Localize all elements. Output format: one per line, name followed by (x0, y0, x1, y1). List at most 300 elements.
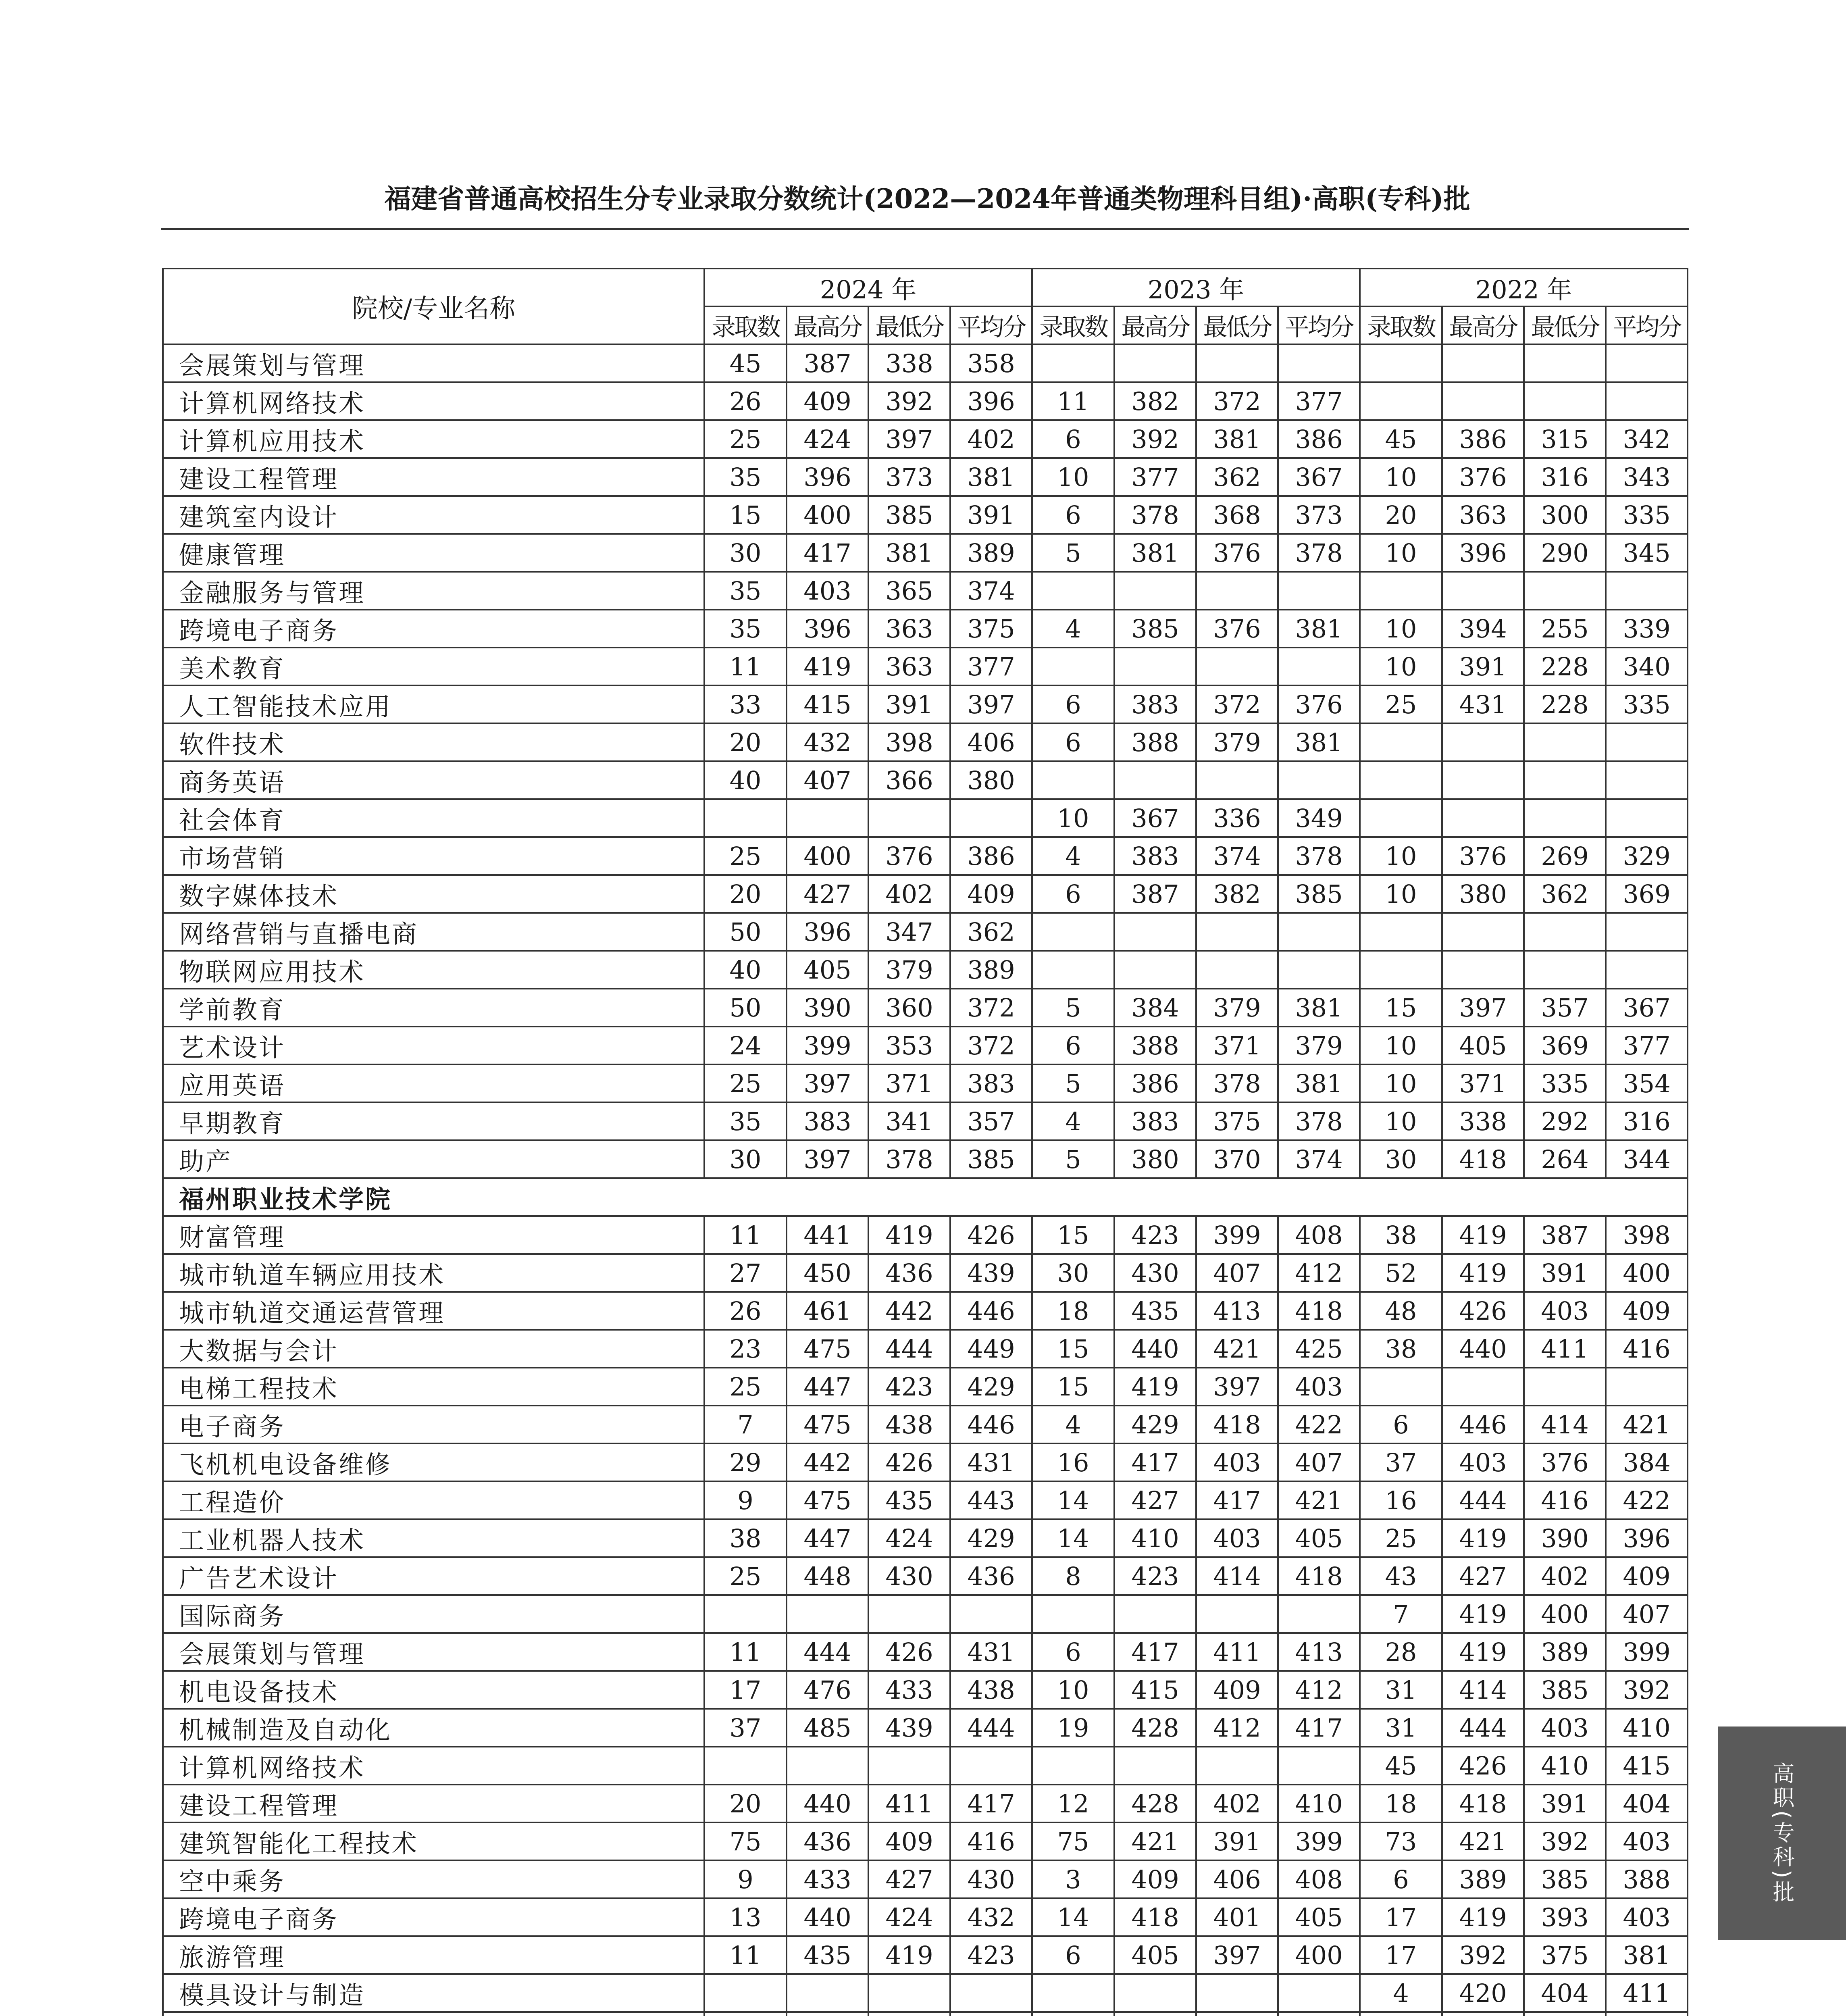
score-cell: 388 (1114, 723, 1196, 761)
table-row (163, 2012, 1688, 2016)
score-cell: 382 (1114, 382, 1196, 420)
score-cell (1278, 761, 1360, 799)
year-header-2023: 2023 年 (1032, 269, 1360, 306)
score-cell: 407 (787, 761, 868, 799)
score-cell: 419 (1114, 1368, 1196, 1406)
score-cell: 433 (787, 1860, 868, 1898)
score-cell: 370 (1196, 1140, 1278, 1178)
table-row (163, 1557, 1688, 1595)
table-row (163, 1709, 1688, 1747)
score-cell: 35 (704, 572, 787, 610)
score-cell (1524, 723, 1606, 761)
score-cell: 358 (950, 344, 1032, 382)
score-cell: 386 (1278, 420, 1360, 458)
score-cell: 376 (1524, 1443, 1606, 1481)
major-name: 旅游管理 (163, 1936, 704, 1974)
score-cell: 367 (1114, 799, 1196, 837)
score-cell (868, 1595, 950, 1633)
score-cell: 349 (1278, 799, 1360, 837)
score-cell: 13 (704, 1898, 787, 1936)
score-cell: 412 (1196, 1709, 1278, 1747)
year-header-row (163, 269, 1688, 306)
score-cell: 435 (1114, 1292, 1196, 1330)
score-cell: 345 (1606, 534, 1688, 572)
score-cell (1606, 913, 1688, 951)
score-cell: 399 (1196, 1216, 1278, 1254)
score-cell: 30 (704, 1140, 787, 1178)
score-cell: 397 (950, 685, 1032, 723)
score-cell: 403 (1278, 1368, 1360, 1406)
score-cell (1606, 723, 1688, 761)
score-cell: 20 (704, 1785, 787, 1822)
score-cell (1524, 572, 1606, 610)
score-cell: 10 (1360, 875, 1442, 913)
score-cell: 384 (1606, 1443, 1688, 1481)
score-cell: 38 (704, 1519, 787, 1557)
score-cell (1032, 344, 1114, 382)
score-cell: 402 (1524, 1557, 1606, 1595)
score-cell: 353 (868, 1027, 950, 1064)
score-cell: 377 (950, 648, 1032, 685)
score-cell: 402 (950, 420, 1032, 458)
major-name: 社会体育 (163, 799, 704, 837)
score-cell: 4 (1360, 1974, 1442, 2012)
header-divider (161, 228, 1689, 230)
score-cell: 6 (1032, 1633, 1114, 1671)
score-cell: 447 (787, 1368, 868, 1406)
sub-header-cell: 最高分 (787, 306, 868, 344)
score-cell: 396 (1606, 1519, 1688, 1557)
score-cell: 338 (868, 344, 950, 382)
score-cell: 412 (1278, 1254, 1360, 1292)
score-cell: 381 (1278, 1064, 1360, 1102)
score-cell: 446 (950, 1406, 1032, 1443)
year-header-2022: 2022 年 (1360, 269, 1688, 306)
score-cell: 374 (1278, 1140, 1360, 1178)
major-name (163, 2012, 704, 2016)
score-cell: 377 (1606, 1027, 1688, 1064)
score-cell: 374 (950, 572, 1032, 610)
page-header-title: 福建省普通高校招生分专业录取分数统计(2022—2024年普通类物理科目组)·高职(专科)批 (384, 183, 1470, 215)
score-cell: 29 (704, 1443, 787, 1481)
score-cell: 409 (1606, 1557, 1688, 1595)
score-cell: 413 (1278, 1633, 1360, 1671)
score-cell (1196, 913, 1278, 951)
score-cell: 397 (1196, 1936, 1278, 1974)
score-cell: 428 (1114, 1785, 1196, 1822)
score-cell: 381 (1278, 610, 1360, 648)
score-cell: 26 (704, 1292, 787, 1330)
score-cell: 35 (704, 1102, 787, 1140)
score-cell: 17 (1360, 1936, 1442, 1974)
score-cell (1606, 1368, 1688, 1406)
table-row (163, 1633, 1688, 1671)
score-cell: 417 (1196, 1481, 1278, 1519)
score-cell: 411 (1606, 1974, 1688, 2012)
score-cell: 371 (868, 1064, 950, 1102)
major-name: 网络营销与直播电商 (163, 913, 704, 951)
sub-header-cell: 录取数 (1032, 306, 1114, 344)
score-cell: 418 (1442, 1140, 1524, 1178)
sub-header-cell: 平均分 (950, 306, 1032, 344)
score-cell (1360, 2012, 1442, 2016)
score-cell (1442, 572, 1524, 610)
score-cell: 5 (1032, 534, 1114, 572)
score-cell: 401 (1196, 1898, 1278, 1936)
score-cell: 23 (704, 1330, 787, 1368)
score-cell: 388 (1114, 1027, 1196, 1064)
score-cell: 367 (1606, 989, 1688, 1027)
score-cell: 228 (1524, 685, 1606, 723)
score-cell: 381 (868, 534, 950, 572)
table-row (163, 1443, 1688, 1481)
score-cell: 38 (1360, 1216, 1442, 1254)
score-cell: 424 (868, 1898, 950, 1936)
score-cell: 264 (1524, 1140, 1606, 1178)
score-cell (704, 1595, 787, 1633)
score-cell: 403 (787, 572, 868, 610)
score-cell (1196, 761, 1278, 799)
score-cell (1360, 761, 1442, 799)
score-cell: 26 (704, 382, 787, 420)
score-cell: 441 (787, 1216, 868, 1254)
score-cell: 28 (1360, 1633, 1442, 1671)
score-cell: 422 (1278, 1406, 1360, 1443)
score-cell: 419 (1442, 1633, 1524, 1671)
score-cell: 404 (1606, 1785, 1688, 1822)
score-cell: 407 (1606, 1595, 1688, 1633)
table-row (163, 1292, 1688, 1330)
sub-header-cell: 平均分 (1606, 306, 1688, 344)
score-cell: 402 (868, 875, 950, 913)
score-cell (1032, 1595, 1114, 1633)
score-cell: 380 (1442, 875, 1524, 913)
score-cell: 381 (1278, 723, 1360, 761)
score-table-body (163, 344, 1688, 2016)
score-cell (1032, 761, 1114, 799)
score-cell (1606, 761, 1688, 799)
score-cell (1032, 913, 1114, 951)
major-name: 跨境电子商务 (163, 610, 704, 648)
score-cell: 424 (787, 420, 868, 458)
score-cell: 403 (1524, 1292, 1606, 1330)
score-cell: 380 (1114, 1140, 1196, 1178)
score-cell: 381 (1278, 989, 1360, 1027)
score-cell: 389 (1442, 1860, 1524, 1898)
score-cell: 15 (1032, 1330, 1114, 1368)
score-cell: 436 (787, 1822, 868, 1860)
score-cell: 439 (868, 1709, 950, 1747)
score-cell: 404 (1524, 1974, 1606, 2012)
score-cell: 475 (787, 1406, 868, 1443)
score-cell: 382 (1196, 875, 1278, 913)
score-cell (1114, 761, 1196, 799)
table-row (163, 989, 1688, 1027)
table-row (163, 572, 1688, 610)
score-cell: 25 (704, 1557, 787, 1595)
score-cell: 405 (1278, 1898, 1360, 1936)
score-cell: 11 (704, 1216, 787, 1254)
score-cell: 411 (1524, 1330, 1606, 1368)
score-cell: 429 (950, 1368, 1032, 1406)
table-row (163, 1481, 1688, 1519)
score-cell: 338 (1442, 1102, 1524, 1140)
score-cell: 379 (1196, 989, 1278, 1027)
score-cell: 5 (1032, 989, 1114, 1027)
score-cell: 444 (1442, 1481, 1524, 1519)
score-cell (1032, 2012, 1114, 2016)
score-cell: 426 (1442, 1292, 1524, 1330)
score-cell: 424 (868, 1519, 950, 1557)
score-cell (1442, 913, 1524, 951)
score-cell (950, 2012, 1032, 2016)
score-cell (868, 1974, 950, 2012)
score-cell: 376 (1442, 837, 1524, 875)
score-cell: 399 (1606, 1633, 1688, 1671)
year-header-2024: 2024 年 (704, 269, 1032, 306)
score-cell: 20 (704, 723, 787, 761)
score-cell: 411 (1196, 1633, 1278, 1671)
score-cell (1278, 2012, 1360, 2016)
score-cell (1360, 723, 1442, 761)
major-name: 金融服务与管理 (163, 572, 704, 610)
score-cell: 415 (1114, 1671, 1196, 1709)
score-cell: 476 (787, 1671, 868, 1709)
score-cell (1278, 951, 1360, 989)
score-cell (1278, 1974, 1360, 2012)
score-cell: 397 (1196, 1368, 1278, 1406)
score-cell: 409 (1196, 1671, 1278, 1709)
score-cell: 397 (868, 420, 950, 458)
score-cell: 292 (1524, 1102, 1606, 1140)
score-cell: 399 (787, 1027, 868, 1064)
score-cell: 357 (950, 1102, 1032, 1140)
score-cell: 379 (868, 951, 950, 989)
score-cell: 397 (787, 1064, 868, 1102)
score-cell (1360, 913, 1442, 951)
score-cell (1032, 572, 1114, 610)
major-name: 机械制造及自动化 (163, 1709, 704, 1747)
score-cell: 406 (1196, 1860, 1278, 1898)
score-cell (1032, 951, 1114, 989)
score-cell: 392 (1442, 1936, 1524, 1974)
score-cell: 436 (950, 1557, 1032, 1595)
score-cell: 341 (868, 1102, 950, 1140)
score-cell: 426 (950, 1216, 1032, 1254)
score-cell: 30 (1032, 1254, 1114, 1292)
section-side-tab-label: 高职(专科)批 (1769, 1762, 1795, 1905)
score-cell: 381 (950, 458, 1032, 496)
score-cell (1606, 572, 1688, 610)
score-cell: 75 (1032, 1822, 1114, 1860)
major-name: 建筑智能化工程技术 (163, 1822, 704, 1860)
score-cell: 376 (868, 837, 950, 875)
major-name: 模具设计与制造 (163, 1974, 704, 2012)
score-cell: 422 (1606, 1481, 1688, 1519)
score-cell: 419 (1442, 1519, 1524, 1557)
score-cell (1442, 2012, 1524, 2016)
score-cell: 380 (950, 761, 1032, 799)
score-cell: 405 (1278, 1519, 1360, 1557)
table-row (163, 1785, 1688, 1822)
score-cell: 400 (1606, 1254, 1688, 1292)
score-cell (1114, 2012, 1196, 2016)
score-cell (1524, 2012, 1606, 2016)
score-cell (868, 799, 950, 837)
score-cell (1196, 1747, 1278, 1785)
score-cell: 10 (1360, 1102, 1442, 1140)
score-cell: 375 (1196, 1102, 1278, 1140)
score-cell: 15 (1360, 989, 1442, 1027)
score-cell: 16 (1032, 1443, 1114, 1481)
score-cell: 25 (1360, 1519, 1442, 1557)
table-row (163, 951, 1688, 989)
score-cell: 397 (1442, 989, 1524, 1027)
score-cell (1360, 799, 1442, 837)
score-cell: 410 (1278, 1785, 1360, 1822)
score-cell: 485 (787, 1709, 868, 1747)
table-row (163, 648, 1688, 685)
score-cell: 35 (704, 458, 787, 496)
score-cell: 6 (1032, 875, 1114, 913)
table-row (163, 1595, 1688, 1633)
score-cell: 440 (787, 1785, 868, 1822)
sub-header-cell: 平均分 (1278, 306, 1360, 344)
score-cell: 378 (1278, 1102, 1360, 1140)
major-name: 物联网应用技术 (163, 951, 704, 989)
score-cell: 4 (1032, 1102, 1114, 1140)
score-cell: 426 (868, 1633, 950, 1671)
score-cell: 398 (868, 723, 950, 761)
score-cell: 390 (787, 989, 868, 1027)
score-cell: 316 (1524, 458, 1606, 496)
score-cell: 438 (950, 1671, 1032, 1709)
major-name: 商务英语 (163, 761, 704, 799)
score-cell: 427 (1442, 1557, 1524, 1595)
score-cell: 421 (1278, 1481, 1360, 1519)
score-cell: 391 (1196, 1822, 1278, 1860)
score-cell: 20 (1360, 496, 1442, 534)
score-cell: 376 (1278, 685, 1360, 723)
table-row (163, 420, 1688, 458)
score-cell: 372 (950, 1027, 1032, 1064)
score-cell: 390 (1524, 1519, 1606, 1557)
score-cell: 376 (1196, 610, 1278, 648)
score-cell: 429 (1114, 1406, 1196, 1443)
score-cell (787, 1595, 868, 1633)
score-cell (704, 1747, 787, 1785)
score-cell (1442, 382, 1524, 420)
score-cell (1360, 951, 1442, 989)
score-cell (1524, 1368, 1606, 1406)
major-name: 电梯工程技术 (163, 1368, 704, 1406)
score-cell (1196, 572, 1278, 610)
score-cell: 387 (1114, 875, 1196, 913)
table-row (163, 1254, 1688, 1292)
score-cell: 45 (1360, 420, 1442, 458)
score-cell (1524, 913, 1606, 951)
table-row (163, 1368, 1688, 1406)
score-cell: 431 (1442, 685, 1524, 723)
score-cell: 33 (704, 685, 787, 723)
score-cell: 420 (1442, 1974, 1524, 2012)
score-cell: 392 (1524, 1822, 1606, 1860)
score-cell: 14 (1032, 1519, 1114, 1557)
score-cell: 443 (950, 1481, 1032, 1519)
score-cell: 417 (1114, 1633, 1196, 1671)
score-cell: 383 (787, 1102, 868, 1140)
score-cell (1114, 1747, 1196, 1785)
score-cell: 3 (1032, 1860, 1114, 1898)
score-cell: 400 (787, 496, 868, 534)
score-cell (1278, 913, 1360, 951)
score-cell (1442, 344, 1524, 382)
score-cell: 444 (868, 1330, 950, 1368)
score-cell: 435 (787, 1936, 868, 1974)
table-row (163, 1102, 1688, 1140)
score-cell: 357 (1524, 989, 1606, 1027)
score-cell: 52 (1360, 1254, 1442, 1292)
score-cell: 10 (1360, 610, 1442, 648)
table-row (163, 1936, 1688, 1974)
score-cell (1278, 344, 1360, 382)
score-cell (1196, 1595, 1278, 1633)
score-cell: 379 (1196, 723, 1278, 761)
score-cell: 342 (1606, 420, 1688, 458)
score-cell (1114, 344, 1196, 382)
score-cell (1032, 1747, 1114, 1785)
score-cell: 10 (1360, 1064, 1442, 1102)
score-cell: 418 (1278, 1292, 1360, 1330)
score-cell: 4 (1032, 1406, 1114, 1443)
score-cell: 25 (704, 1368, 787, 1406)
score-cell (1606, 799, 1688, 837)
score-cell: 11 (704, 1633, 787, 1671)
score-cell: 447 (787, 1519, 868, 1557)
table-row (163, 799, 1688, 837)
score-cell (1606, 382, 1688, 420)
score-cell: 409 (868, 1822, 950, 1860)
major-name: 早期教育 (163, 1102, 704, 1140)
score-cell: 423 (868, 1368, 950, 1406)
score-cell: 391 (950, 496, 1032, 534)
score-cell: 416 (1524, 1481, 1606, 1519)
score-cell: 444 (787, 1633, 868, 1671)
score-cell: 372 (1196, 382, 1278, 420)
table-row (163, 1860, 1688, 1898)
score-cell: 378 (1196, 1064, 1278, 1102)
score-cell: 429 (950, 1519, 1032, 1557)
score-cell: 396 (950, 382, 1032, 420)
score-cell: 421 (1114, 1822, 1196, 1860)
score-cell: 40 (704, 761, 787, 799)
score-cell: 35 (704, 610, 787, 648)
score-cell: 392 (1114, 420, 1196, 458)
score-cell: 475 (787, 1481, 868, 1519)
score-cell: 414 (1442, 1671, 1524, 1709)
score-cell: 377 (1278, 382, 1360, 420)
score-cell: 25 (704, 420, 787, 458)
score-cell: 18 (1360, 1785, 1442, 1822)
score-cell: 403 (1442, 1443, 1524, 1481)
table-row (163, 1406, 1688, 1443)
score-cell (1196, 2012, 1278, 2016)
score-cell: 335 (1606, 496, 1688, 534)
score-cell (1360, 344, 1442, 382)
score-cell: 461 (787, 1292, 868, 1330)
major-name: 城市轨道车辆应用技术 (163, 1254, 704, 1292)
score-cell: 440 (1114, 1330, 1196, 1368)
